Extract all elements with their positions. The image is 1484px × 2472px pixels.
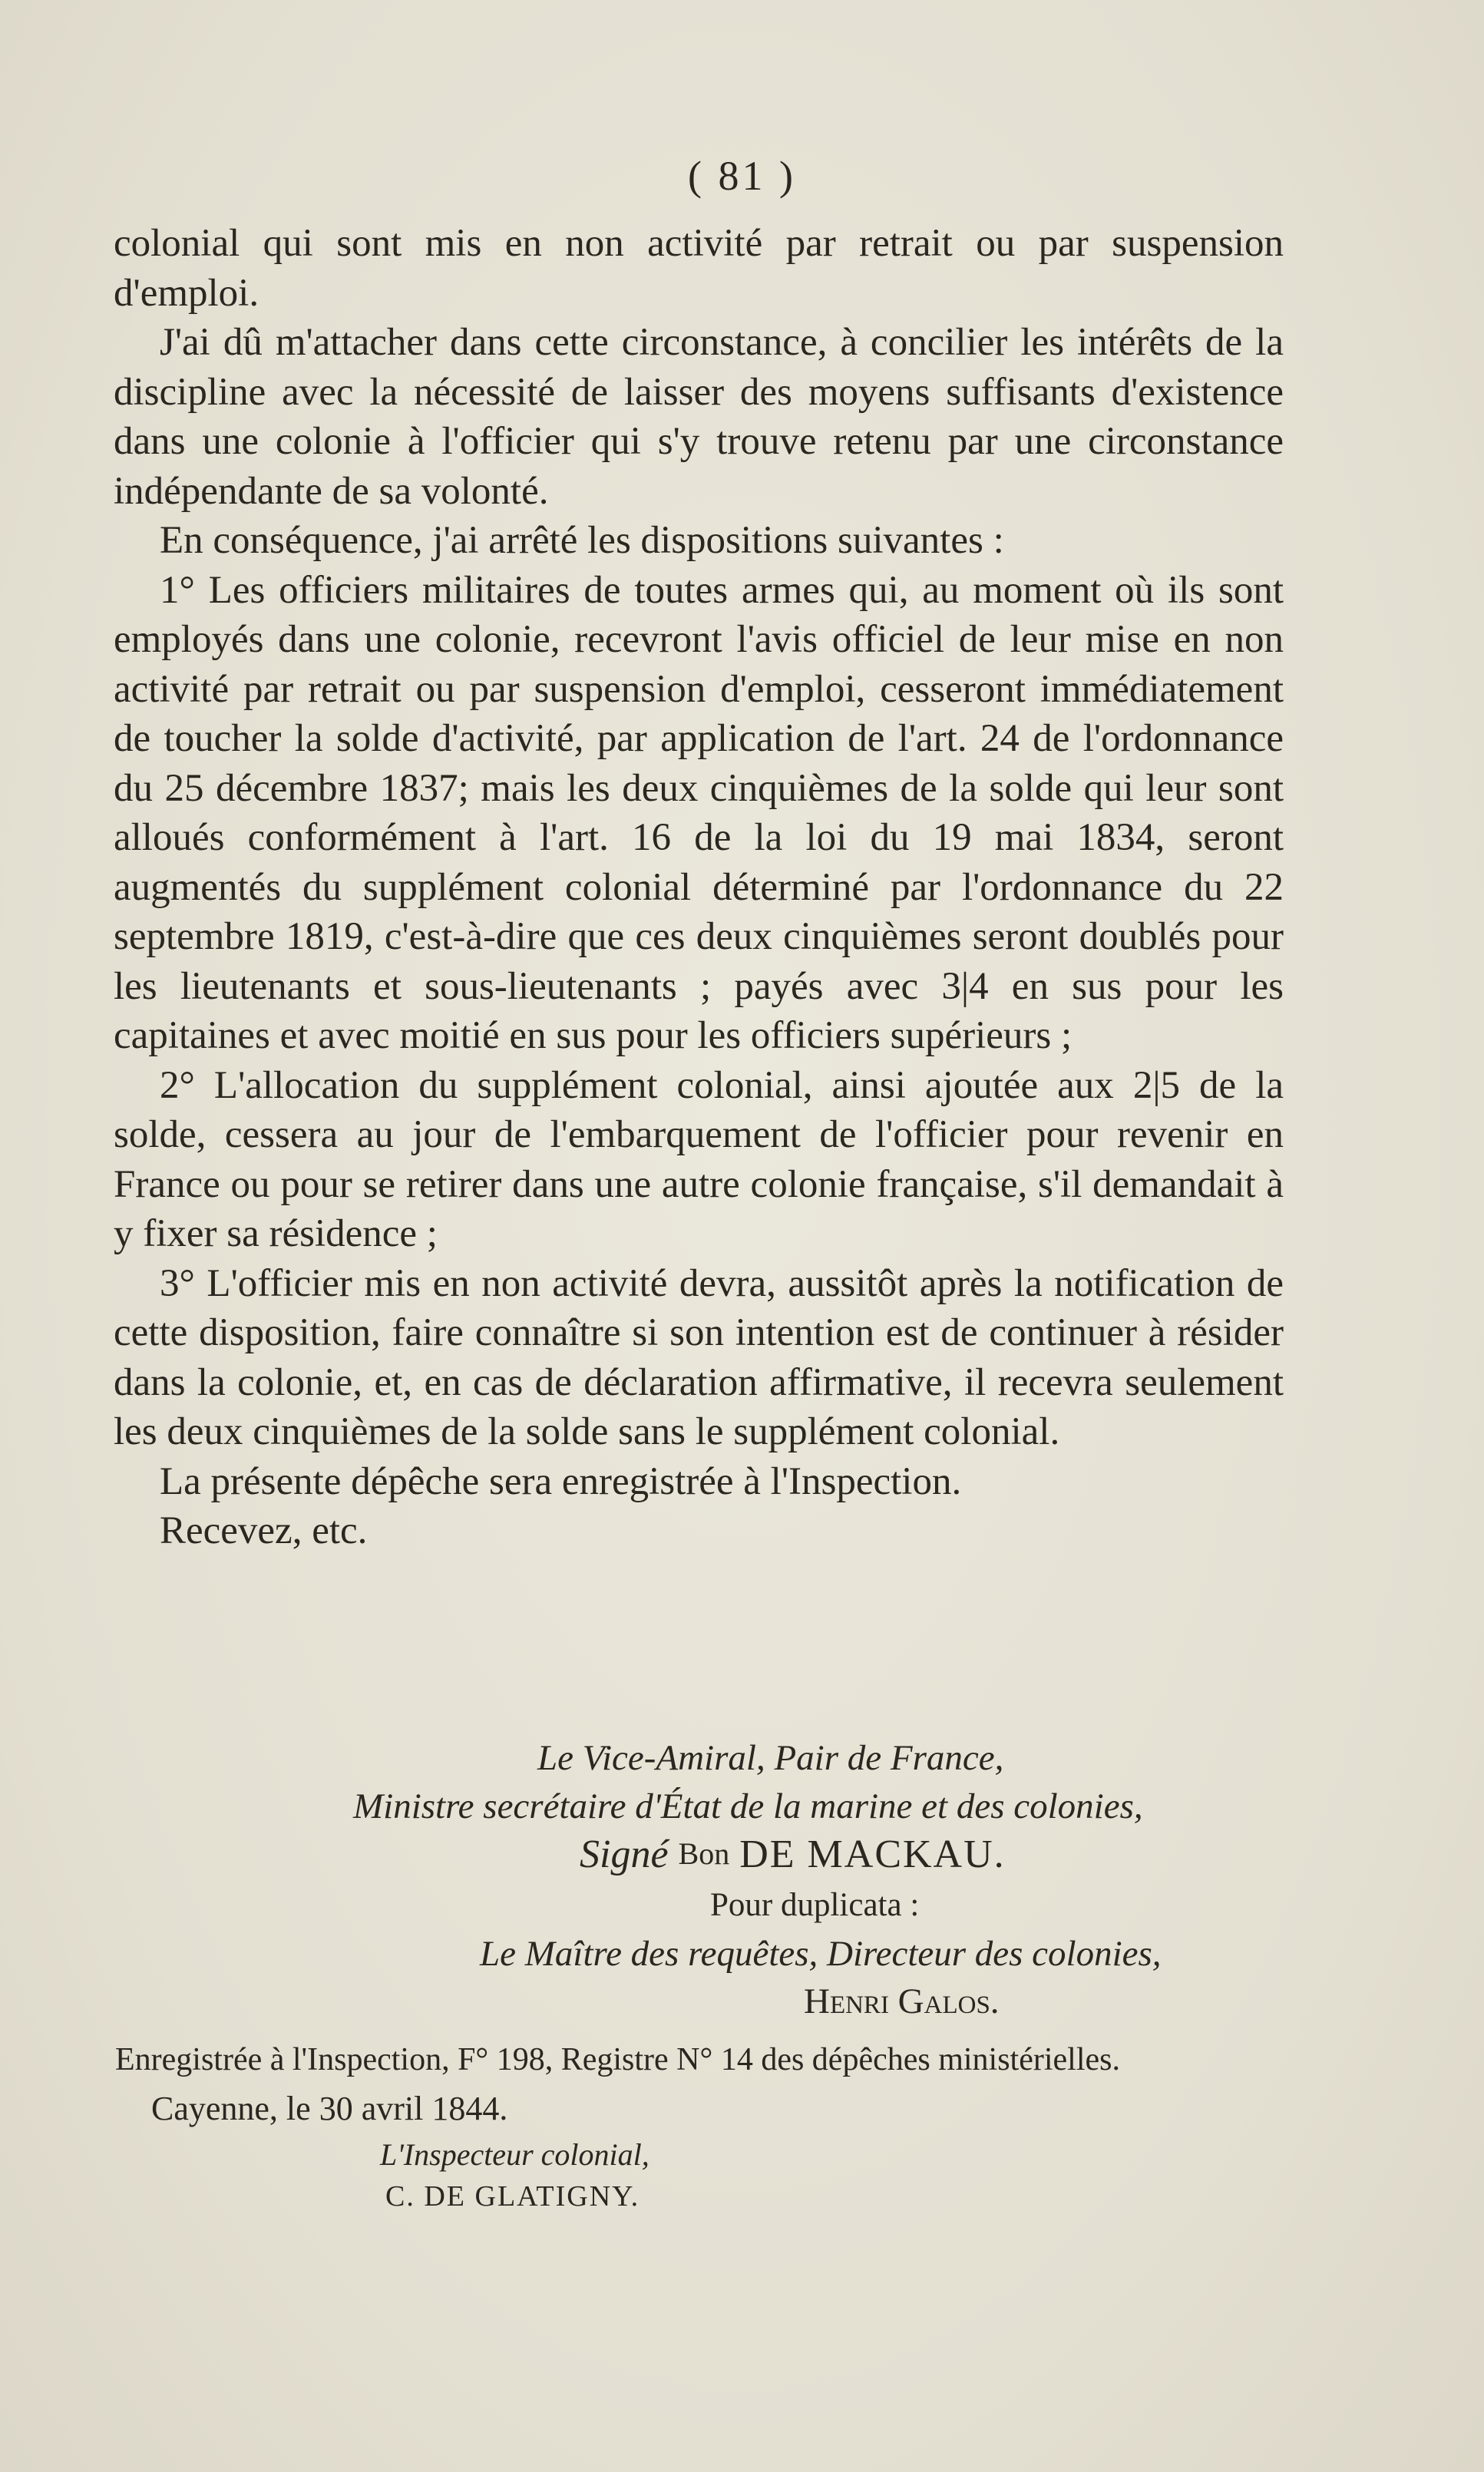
signature-ministry-line: Ministre secrétaire d'État de la marine et des colonies,	[353, 1786, 1143, 1826]
signed-word: Signé	[580, 1833, 669, 1876]
paragraph-registration-note: La présente dépêche sera enregistrée à l'Inspection.	[160, 1459, 962, 1503]
paragraph-continuation: colonial qui sont mis en non activité par retrait ou par suspension d'emploi.	[114, 222, 1284, 315]
duplicata-signatory: Henri Galos.	[804, 1981, 1000, 2021]
page-number: ( 81 )	[688, 153, 796, 199]
duplicata-label: Pour duplicata :	[710, 1887, 920, 1923]
baron-abbreviation: Bon	[678, 1836, 730, 1871]
paragraph-provision-3: 3° L'officier mis en non activité devra, aussitôt après la notification de cette disposition, faire connaître si son intention est de continuer à résider dans la colonie, et, en cas de déclaration affirmative, il recevra seulement les deux cinquièmes de la solde sans le supplément colonial.	[114, 1261, 1284, 1453]
paragraph-provision-2: 2° L'allocation du supplément colonial, ainsi ajoutée aux 2|5 de la solde, cessera au jour de l'embarquement de l'officier pour revenir en France ou pour se retirer dans une autre colonie française, s'il demandait à y fixer sa résidence ;	[114, 1063, 1284, 1255]
inspector-title: L'Inspecteur colonial,	[380, 2137, 649, 2172]
place-date-line: Cayenne, le 30 avril 1844.	[151, 2090, 508, 2127]
paragraph-closing: Recevez, etc.	[160, 1509, 368, 1552]
duplicata-title-line: Le Maître des requêtes, Directeur des colonies,	[480, 1934, 1162, 1974]
registration-line: Enregistrée à l'Inspection, F° 198, Registre N° 14 des dépêches ministérielles.	[115, 2042, 1120, 2077]
signatory-name: DE MACKAU.	[739, 1833, 1006, 1876]
signature-title-line: Le Vice-Amiral, Pair de France,	[537, 1738, 1004, 1778]
letter-body	[114, 219, 1284, 1556]
inspector-name: C. DE GLATIGNY.	[385, 2180, 640, 2213]
paragraph-consequence: En conséquence, j'ai arrêté les dispositions suivantes :	[160, 519, 1004, 562]
paragraph-provision-1: 1° Les officiers militaires de toutes armes qui, au moment où ils sont employés dans une colonie, recevront l'avis officiel de leur mise en non activité par retrait ou par suspension d'emploi, cesseront immédiatement de toucher la solde d'activité, par application de l'art. 24 de l'ordonnance du 25 décembre 1837; mais les deux cinquièmes de la solde qui leur sont alloués conformément à l'art. 16 de la loi du 19 mai 1834, seront augmentés du supplément colonial déterminé par l'ordonnance du 22 septembre 1819, c'est-à-dire que ces deux cinquièmes seront doublés pour les lieutenants et sous-lieutenants ; payés avec 3|4 en sus pour les capitaines et avec moitié en sus pour les officiers supérieurs ;	[114, 568, 1284, 1057]
paragraph-circumstance: J'ai dû m'attacher dans cette circonstance, à concilier les intérêts de la discipline avec la nécessité de laisser des moyens suffisants d'existence dans une colonie à l'officier qui s'y trouve retenu par une circonstance indépendante de sa volonté.	[114, 321, 1284, 513]
signature-signed-line	[580, 1830, 1006, 1879]
